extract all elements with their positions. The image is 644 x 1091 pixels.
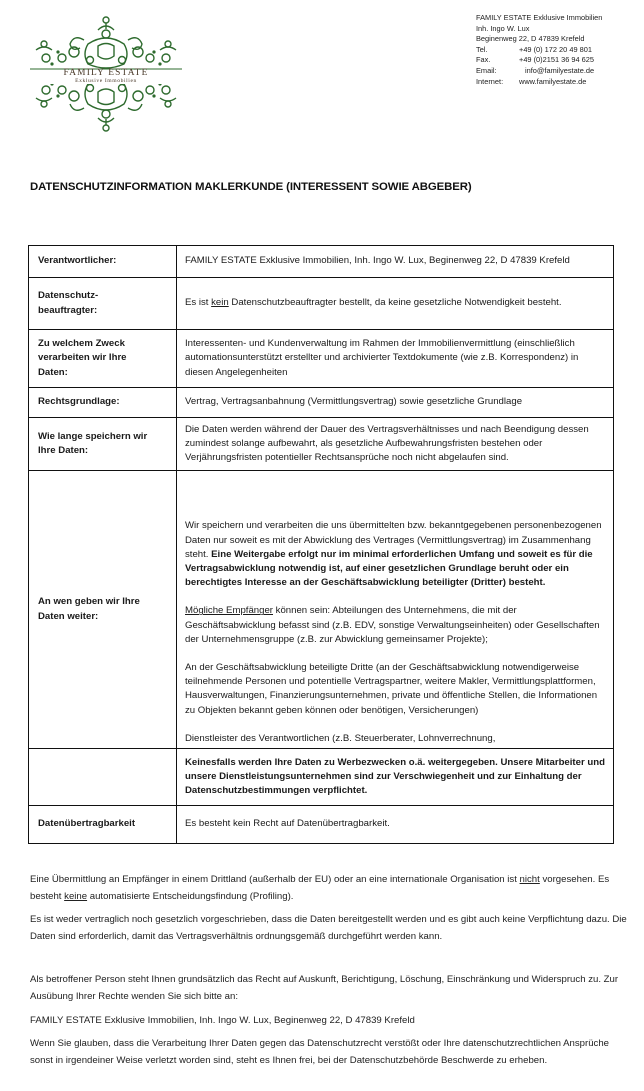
- row-value: Es ist kein Datenschutzbeauftragter bestellt, da keine gesetzliche Notwendigkeit besteht.: [177, 278, 614, 330]
- row-label: Datenübertragbarkeit: [29, 806, 177, 844]
- contact-phone: [476, 45, 602, 56]
- paragraph-third-country: Eine Übermittlung an Empfänger in einem Drittland (außerhalb der EU) oder an eine internationale Organisation ist nicht vorgesehen. Es besteht keine automatisierte Entscheidungsfindung (Profiling).: [30, 874, 610, 903]
- privacy-info-table: [28, 245, 614, 844]
- table-row: [29, 749, 614, 806]
- company-logo: [28, 14, 184, 134]
- row-label: Wie lange speichern wir Ihre Daten:: [29, 418, 177, 471]
- phone-value: +49 (0) 172 20 49 801: [519, 44, 592, 54]
- recipients-paragraph-4: Dienstleister des Verantwortlichen (z.B. Steuerberater, Lohnverrechnung,: [185, 732, 496, 744]
- email-value: info@familyestate.de: [525, 65, 595, 75]
- paragraph-contact-address: FAMILY ESTATE Exklusive Immobilien, Inh. Ingo W. Lux, Beginenweg 22, D 47839 Krefeld: [30, 1015, 415, 1026]
- row-label: An wen geben wir Ihre Daten weiter:: [29, 471, 177, 749]
- row-value: Vertrag, Vertragsanbahnung (Vermittlungsvertrag) sowie gesetzliche Grundlage: [177, 388, 614, 418]
- paragraph-complaint: Wenn Sie glauben, dass die Verarbeitung Ihrer Daten gegen das Datenschutzrecht verstößt oder Ihre datenschutzrechtlichen Ansprüche sonst in irgendeiner Weise verletzt worden sind, steht es Ihnen frei, bei der Datenschutzbehörde Beschwerde zu erheben.: [30, 1038, 609, 1067]
- row-label: Zu welchem Zweck verarbeiten wir Ihre Daten:: [29, 330, 177, 388]
- table-row: [29, 330, 614, 388]
- row-value: Keinesfalls werden Ihre Daten zu Werbezwecken o.ä. weitergegeben. Unsere Mitarbeiter und unsere Dienstleistungsunternehmen sind zur Verschwiegenheit und zur Einhaltung der Datenschutzbestimmungen verpflichtet.: [177, 749, 614, 806]
- row-label: Rechtsgrundlage:: [29, 388, 177, 418]
- row-value: Die Daten werden während der Dauer des Vertragsverhältnisses und nach Beendigung dessen zumindest solange aufbewahrt, als gesetzliche Aufbewahrungsfristen bestehen oder Verjährungsfristen potentieller Rechtsansprüche noch nicht abgelaufen sind.: [177, 418, 614, 471]
- row-label: Verantwortlicher:: [29, 246, 177, 278]
- table-row: [29, 246, 614, 278]
- contact-block: [476, 13, 602, 87]
- website-label: Internet:: [476, 76, 504, 86]
- contact-address: Beginenweg 22, D 47839 Krefeld: [476, 34, 585, 44]
- contact-email: [476, 66, 602, 77]
- contact-owner: Inh. Ingo W. Lux: [476, 23, 530, 33]
- contact-company: FAMILY ESTATE Exklusive Immobilien: [476, 13, 603, 22]
- website-value: www.familyestate.de: [519, 76, 587, 86]
- row-value: [177, 471, 614, 749]
- row-value: Interessenten- und Kundenverwaltung im Rahmen der Immobilienvermittlung (einschließlich automationsunterstützt erstellter und archivierter Textdokumente (wie z.B. Korrespondenz) in diesen Angelegenheiten: [177, 330, 614, 388]
- contact-fax: [476, 55, 602, 66]
- page-title: DATENSCHUTZINFORMATION MAKLERKUNDE (INTERESSENT SOWIE ABGEBER): [30, 181, 472, 193]
- row-value: Es besteht kein Recht auf Datenübertragbarkeit.: [177, 806, 614, 844]
- table-row: [29, 388, 614, 418]
- email-label: Email:: [476, 65, 497, 75]
- table-row: [29, 806, 614, 844]
- table-row: [29, 278, 614, 330]
- fax-value: +49 (0)2151 36 94 625: [519, 55, 594, 65]
- logo-tagline: Exklusive Immobilien: [28, 78, 184, 84]
- row-value: FAMILY ESTATE Exklusive Immobilien, Inh. Ingo W. Lux, Beginenweg 22, D 47839 Krefeld: [177, 246, 614, 278]
- recipients-paragraph-3: An der Geschäftsabwicklung beteiligte Dritte (an der Geschäftsabwicklung notwendigerweise teilnehmende Personen und potentielle Vertragspartner, weitere Makler, Vermittlungsplattformen, Hausverwaltungen, Finanzierungsunternehmen, private und öffentliche Stellen, die Informationen zu Objekten bekannt geben können oder benötigen, Versicherungen): [185, 661, 598, 716]
- underlined-text: kein: [211, 297, 229, 309]
- table-row: [29, 418, 614, 471]
- contact-website: [476, 77, 602, 88]
- fax-label: Fax.: [476, 55, 491, 65]
- logo-name: FAMILY ESTATE: [63, 68, 149, 78]
- table-row: [29, 471, 614, 749]
- row-label: [29, 749, 177, 806]
- recipients-paragraph-2: Mögliche Empfänger können sein: Abteilungen des Unternehmens, die mit der Geschäftsabwicklung befasst sind (z.B. EDV, sonstige Verwaltungseinheiten) oder Gesellschaften der Unternehmensgruppe (z.B. zur Abwicklung gemeinsamer Projekte);: [185, 605, 600, 645]
- phone-label: Tel.: [476, 44, 488, 54]
- recipients-paragraph-1: Wir speichern und verarbeiten die uns übermittelten bzw. bekanntgegebenen personenbezogenen Daten nur soweit es mit der Abwicklung des Vertrages (Vermittlungsvertrag) im Zusammenhang steht. Eine Weitergabe erfolgt nur im minimal erforderlichen Umfang und soweit es für die Vertragsabwicklung notwendig ist, auf einer gesetzlichen Grundlage beruht oder ein berechtigtes Interesse an der Geschäftsabwicklung beteiligter (Dritter) besteht.: [185, 520, 602, 589]
- row-label: Datenschutz-beauftragter:: [29, 278, 177, 330]
- paragraph-rights: Als betroffener Person steht Ihnen grundsätzlich das Recht auf Auskunft, Berichtigung, Löschung, Einschränkung und Widerspruch zu. Zur Ausübung Ihrer Rechte wenden Sie sich bitte an:: [30, 974, 619, 1003]
- paragraph-obligation: Es ist weder vertraglich noch gesetzlich vorgeschrieben, dass die Daten bereitgestellt werden und es gibt auch keine Verpflichtung dazu. Die Daten sind erforderlich, damit das Vertragsverhältnis ordnungsgemäß durchgeführt werden kann.: [30, 914, 627, 943]
